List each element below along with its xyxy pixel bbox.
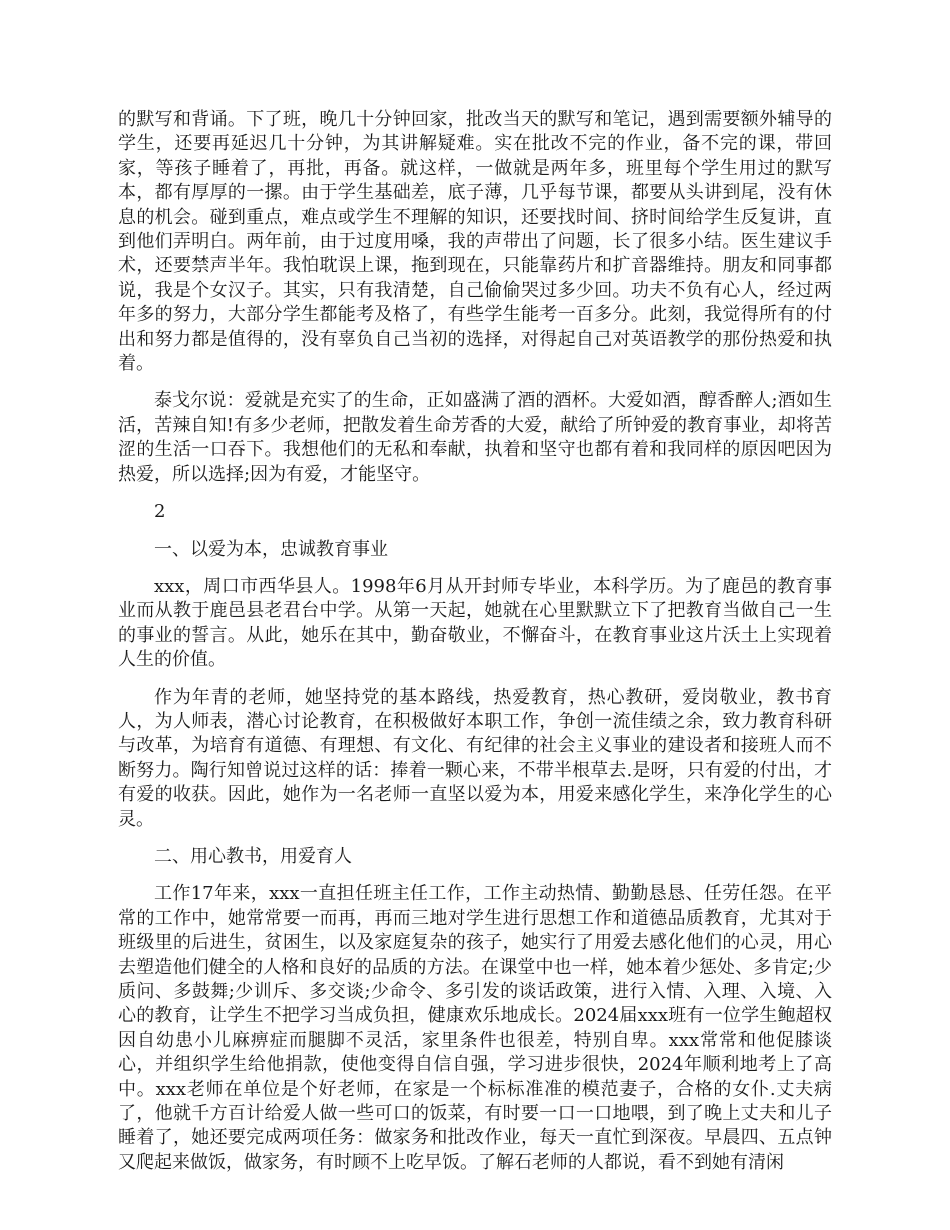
document-page — [118, 108, 832, 1188]
paragraph-young-teacher: 作为年青的老师，她坚持党的基本路线，热爱教育，热心教研，爱岗敬业，教书育人，为人师表，潜心讨论教育，在积极做好本职工作，争创一流佳绩之余，致力教育科研与改革，为培育有道德、有理想、有文化、有纪律的社会主义事业的建设者和接班人而不断努力。陶行知曾说过这样的话：捧着一颗心来，不带半根草去.是呀，只有爱的付出，才有爱的收获。因此，她作为一名老师一直坚以爱为本，用爱来感化学生，来净化学生的心灵。 — [118, 686, 832, 830]
paragraph-work-17-years: 工作17年来，xxx一直担任班主任工作，工作主动热情、勤勤恳恳、任劳任怨。在平常的工作中，她常常要一而再，再而三地对学生进行思想工作和道德品质教育，尤其对于班级里的后进生，贫困生，以及家庭复杂的孩子，她实行了用爱去感化他们的心灵，用心去塑造他们健全的人格和良好的品质的方法。在课堂中也一样，她本着少惩处、多肯定;少质问、多鼓舞;少训斥、多交谈;少命令、多引发的谈话政策，进行入情、入理、入境、入心的教育，让学生不把学习当成负担，健康欢乐地成长。2024届xxx班有一位学生鲍超权因自幼患小儿麻痹症而腿脚不灵活，家里条件也很差，特别自卑。xxx常常和他促膝谈心，并组织学生给他捐款，使他变得自信自强，学习进步很快，2024年顺利地考上了高中。xxx老师在单位是个好老师，在家是一个标标准准的模范妻子，合格的女仆.丈夫病了，他就千方百计给爱人做一些可口的饭菜，有时要一口一口地喂，到了晚上丈夫和儿子睡着了，她还要完成两项任务：做家务和批改作业，每天一直忙到深夜。早晨四、五点钟又爬起来做饭，做家务，有时顾不上吃早饭。了解石老师的人都说，看不到她有清闲 — [118, 883, 832, 1173]
section-heading-1: 一、以爱为本，忠诚教育事业 — [154, 538, 388, 560]
section-heading-2: 二、用心教书，用爱育人 — [154, 845, 352, 867]
paragraph-tagore-quote: 泰戈尔说：爱就是充实了的生命，正如盛满了酒的酒杯。大爱如酒，醇香醉人;酒如生活，苦辣自知!有多少老师，把散发着生命芳香的大爱，献给了所钟爱的教育事业，却将苦涩的生活一口吞下。我想他们的无私和奉献，执着和坚守也都有着和我同样的原因吧因为热爱，所以选择;因为有爱，才能坚守。 — [118, 390, 832, 485]
section-number: 2 — [154, 501, 166, 523]
paragraph-continued-text: 的默写和背诵。下了班，晚几十分钟回家，批改当天的默写和笔记，遇到需要额外辅导的学生，还要再延迟几十分钟，为其讲解疑难。实在批改不完的作业，备不完的课，带回家，等孩子睡着了，再批，再备。就这样，一做就是两年多，班里每个学生用过的默写本，都有厚厚的一摞。由于学生基础差，底子薄，几乎每节课，都要从头讲到尾，没有休息的机会。碰到重点，难点或学生不理解的知识，还要找时间、挤时间给学生反复讲，直到他们弄明白。两年前，由于过度用嗓，我的声带出了问题，长了很多小结。医生建议手术，还要禁声半年。我怕耽误上课，拖到现在，只能靠药片和扩音器维持。朋友和同事都说，我是个女汉子。其实，只有我清楚，自己偷偷哭过多少回。功夫不负有心人，经过两年多的努力，大部分学生都能考及格了，有些学生能考一百多分。此刻，我觉得所有的付出和努力都是值得的，没有辜负自己当初的选择，对得起自己对英语教学的那份热爱和执着。 — [118, 109, 832, 375]
paragraph-intro: xxx，周口市西华县人。1998年6月从开封师专毕业，本科学历。为了鹿邑的教育事业而从教于鹿邑县老君台中学。从第一天起，她就在心里默默立下了把教育当做自己一生的事业的誓言。从此，她乐在其中，勤奋敬业，不懈奋斗，在教育事业这片沃土上实现着人生的价值。 — [118, 575, 832, 671]
